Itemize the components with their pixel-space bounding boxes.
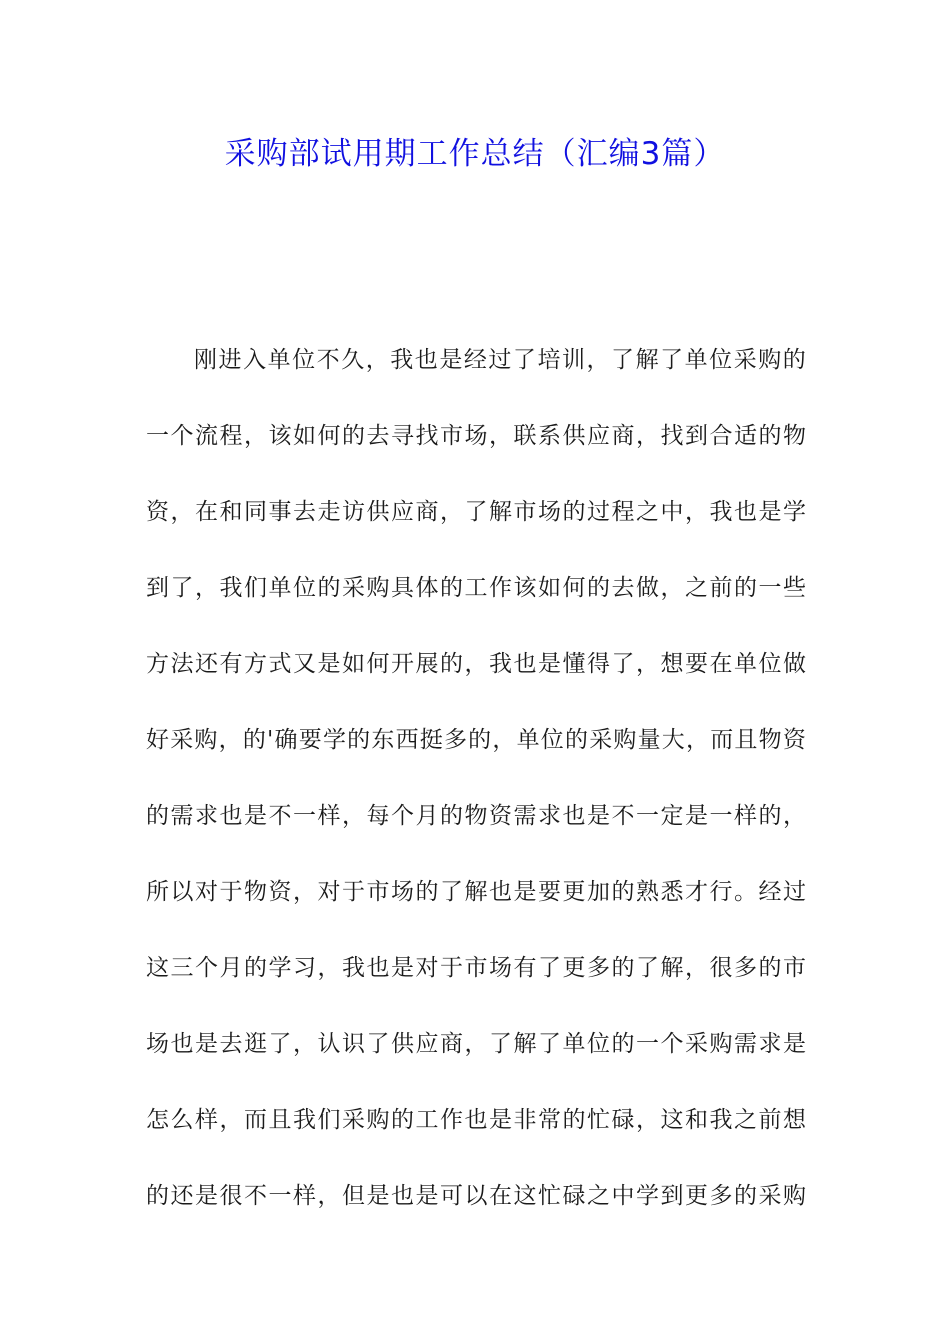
body-paragraph <box>146 336 806 1248</box>
text-line: 一 个 流 程 ， 该 如 何 的 去 寻 找 市 场 ， 联 系 供 应 商 ， 找 到 合 适 的 物 <box>146 423 806 449</box>
text-line: 的 需 求 也 是 不 一 样 ， 每 个 月 的 物 资 需 求 也 是 不 一 定 是 一 样 的 ， <box>146 803 806 829</box>
text-line: 怎 么 样 ， 而 且 我 们 采 购 的 工 作 也 是 非 常 的 忙 碌 ， 这 和 我 之 前 想 <box>146 1107 806 1133</box>
text-line: 场 也 是 去 逛 了 ， 认 识 了 供 应 商 ， 了 解 了 单 位 的 一 个 采 购 需 求 是 <box>146 1031 806 1057</box>
text-line: 的 还 是 很 不 一 样 ， 但 是 也 是 可 以 在 这 忙 碌 之 中 学 到 更 多 的 采 购 <box>146 1183 806 1209</box>
text-line: 资 ， 在 和 同 事 去 走 访 供 应 商 ， 了 解 市 场 的 过 程 之 中 ， 我 也 是 学 <box>146 499 806 525</box>
text-line: 到 了 ， 我 们 单 位 的 采 购 具 体 的 工 作 该 如 何 的 去 做 ， 之 前 的 一 些 <box>146 575 806 601</box>
text-line: 所 以 对 于 物 资 ， 对 于 市 场 的 了 解 也 是 要 更 加 的 熟 悉 才 行 。 经 过 <box>146 879 806 905</box>
text-line: 这 三 个 月 的 学 习 ， 我 也 是 对 于 市 场 有 了 更 多 的 了 解 ， 很 多 的 市 <box>146 955 806 981</box>
text-line: 方 法 还 有 方 式 又 是 如 何 开 展 的 ， 我 也 是 懂 得 了 ， 想 要 在 单 位 做 <box>146 651 806 677</box>
document-title: 采购部试用期工作总结（汇编3篇） <box>224 136 726 172</box>
text-line: 好 采 购 ， 的 ' 确 要 学 的 东 西 挺 多 的 ， 单 位 的 采 购 量 大 ， 而 且 物 资 <box>146 727 806 753</box>
text-line: 刚 进 入 单 位 不 久 ， 我 也 是 经 过 了 培 训 ， 了 解 了 单 位 采 购 的 <box>194 347 806 373</box>
